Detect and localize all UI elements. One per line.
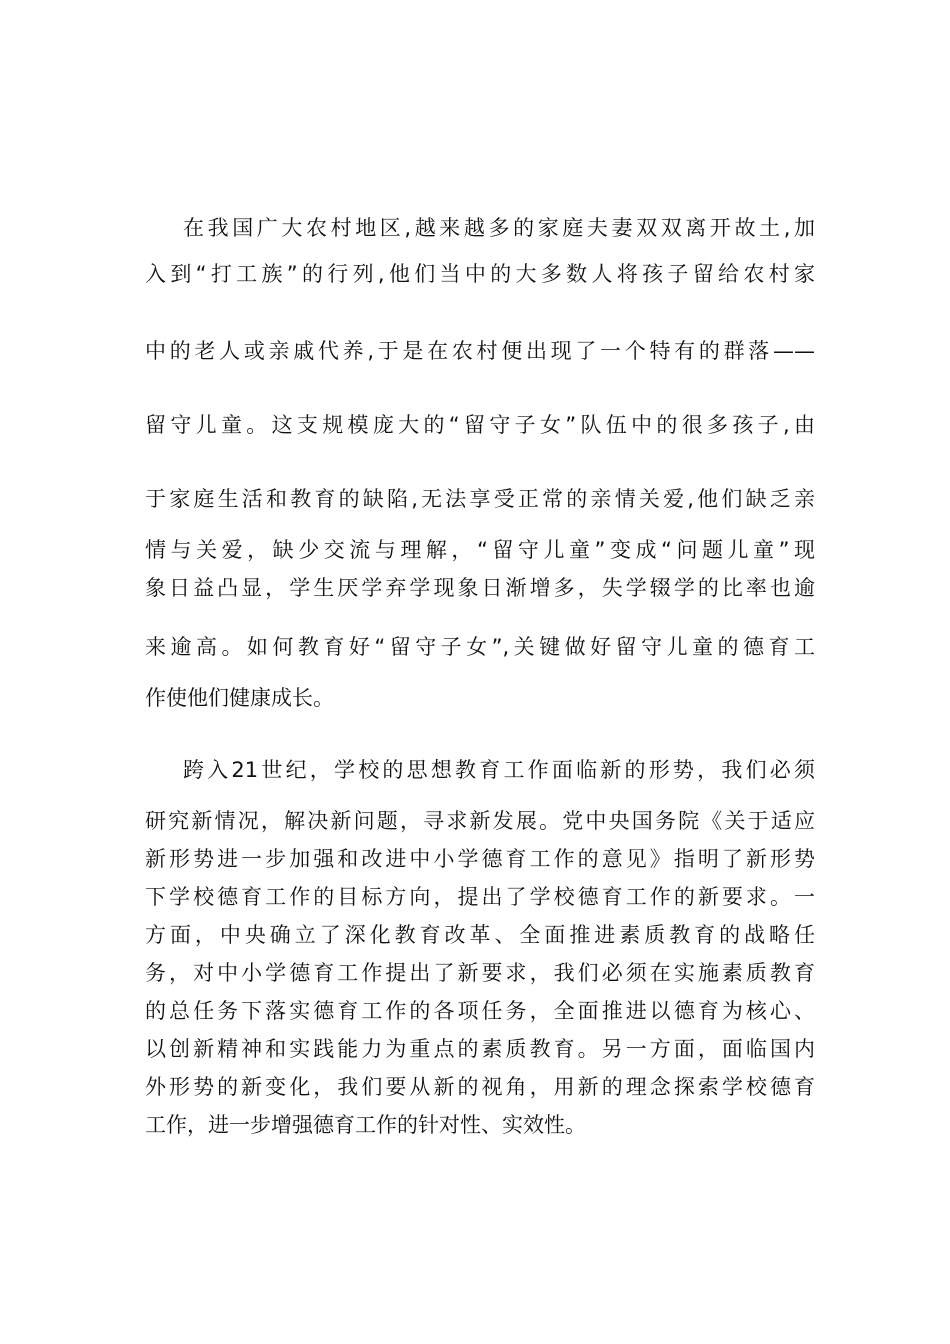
text-line: 于家庭生活和教育的缺陷,无法享受正常的亲情关爱,他们缺乏亲 bbox=[145, 487, 815, 511]
text-line: 务，对中小学德育工作提出了新要求，我们必须在实施素质教育 bbox=[145, 961, 815, 985]
text-line: 在我国广大农村地区,越来越多的家庭夫妻双双离开故土,加 bbox=[183, 216, 815, 240]
text-line: 来逾高。如何教育好“留守子女”,关键做好留守儿童的德育工 bbox=[145, 635, 815, 659]
text-line: 外形势的新变化，我们要从新的视角，用新的理念探索学校德育 bbox=[145, 1075, 815, 1099]
text-line: 新形势进一步加强和改进中小学德育工作的意见》指明了新形势 bbox=[145, 847, 815, 871]
text-line: 情与关爱，缺少交流与理解，“留守儿童”变成“问题儿童”现 bbox=[145, 538, 815, 562]
text-line: 作使他们健康成长。 bbox=[145, 686, 334, 710]
text-line: 留守儿童。这支规模庞大的“留守子女”队伍中的很多孩子,由 bbox=[145, 413, 815, 437]
text-line: 下学校德育工作的目标方向，提出了学校德育工作的新要求。一 bbox=[145, 885, 815, 909]
text-line: 中的老人或亲戚代养,于是在农村便出现了一个特有的群落—— bbox=[145, 339, 815, 363]
text-line: 以创新精神和实践能力为重点的素质教育。另一方面，面临国内 bbox=[145, 1037, 815, 1061]
text-line: 跨入21世纪，学校的思想教育工作面临新的形势，我们必须 bbox=[183, 758, 815, 782]
text-line: 研究新情况，解决新问题，寻求新发展。党中央国务院《关于适应 bbox=[145, 809, 815, 833]
text-line: 入到“打工族”的行列,他们当中的大多数人将孩子留给农村家 bbox=[145, 262, 815, 286]
text-line: 工作，进一步增强德育工作的针对性、实效性。 bbox=[145, 1113, 586, 1137]
text-line: 象日益凸显，学生厌学弃学现象日渐增多，失学辍学的比率也逾 bbox=[145, 576, 815, 600]
text-line: 方面，中央确立了深化教育改革、全面推进素质教育的战略任 bbox=[145, 923, 815, 947]
text-line: 的总任务下落实德育工作的各项任务，全面推进以德育为核心、 bbox=[145, 999, 815, 1023]
